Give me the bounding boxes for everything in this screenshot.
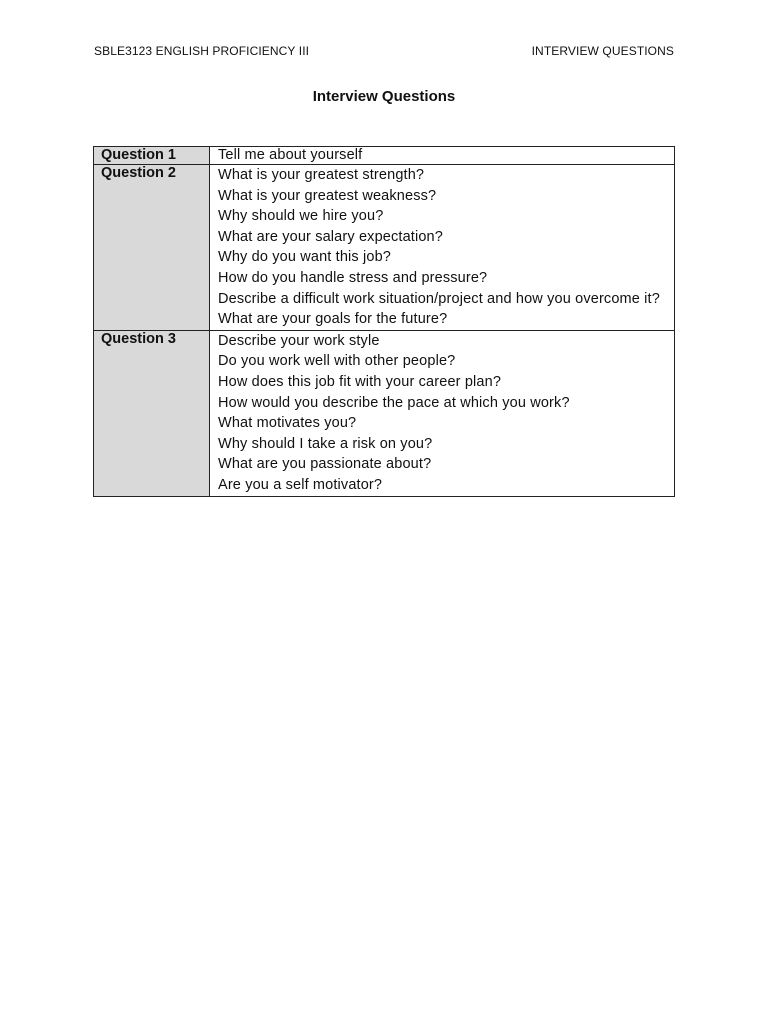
- row-questions: [210, 330, 675, 496]
- question-item: What are your goals for the future?: [218, 311, 448, 328]
- question-item: Why should we hire you?: [218, 208, 384, 225]
- question-item: What are you passionate about?: [218, 456, 432, 473]
- question-item: What is your greatest strength?: [218, 167, 425, 183]
- question-item: Describe your work style: [218, 332, 380, 349]
- header-section-title: INTERVIEW QUESTIONS: [531, 44, 674, 58]
- question-item: Do you work well with other people?: [218, 353, 456, 370]
- row-questions: [210, 165, 675, 331]
- row-questions: [210, 147, 675, 165]
- table-row-question-1: [94, 147, 675, 165]
- header-course-code: SBLE3123 ENGLISH PROFICIENCY III: [94, 44, 310, 58]
- question-item: What motivates you?: [218, 415, 357, 432]
- question-item: How do you handle stress and pressure?: [218, 269, 488, 286]
- question-item: What is your greatest weakness?: [218, 187, 437, 204]
- question-item: Describe a difficult work situation/project and how you overcome it?: [218, 290, 660, 307]
- document-title: Interview Questions: [312, 88, 456, 105]
- questions-table: [93, 146, 675, 497]
- question-item: What are your salary expectation?: [218, 228, 443, 245]
- question-item: How does this job fit with your career plan?: [218, 373, 502, 390]
- question-item: How would you describe the pace at which you work?: [218, 394, 570, 411]
- question-item: Why do you want this job?: [218, 249, 392, 266]
- question-item: Are you a self motivator?: [218, 476, 383, 493]
- table-row-question-3: [94, 330, 675, 496]
- question-item: Tell me about yourself: [218, 147, 363, 163]
- question-item: Why should I take a risk on you?: [218, 435, 433, 452]
- row-label: Question 1: [94, 147, 210, 165]
- table-row-question-2: [94, 165, 675, 331]
- row-label: Question 2: [94, 165, 210, 331]
- row-label: Question 3: [94, 330, 210, 496]
